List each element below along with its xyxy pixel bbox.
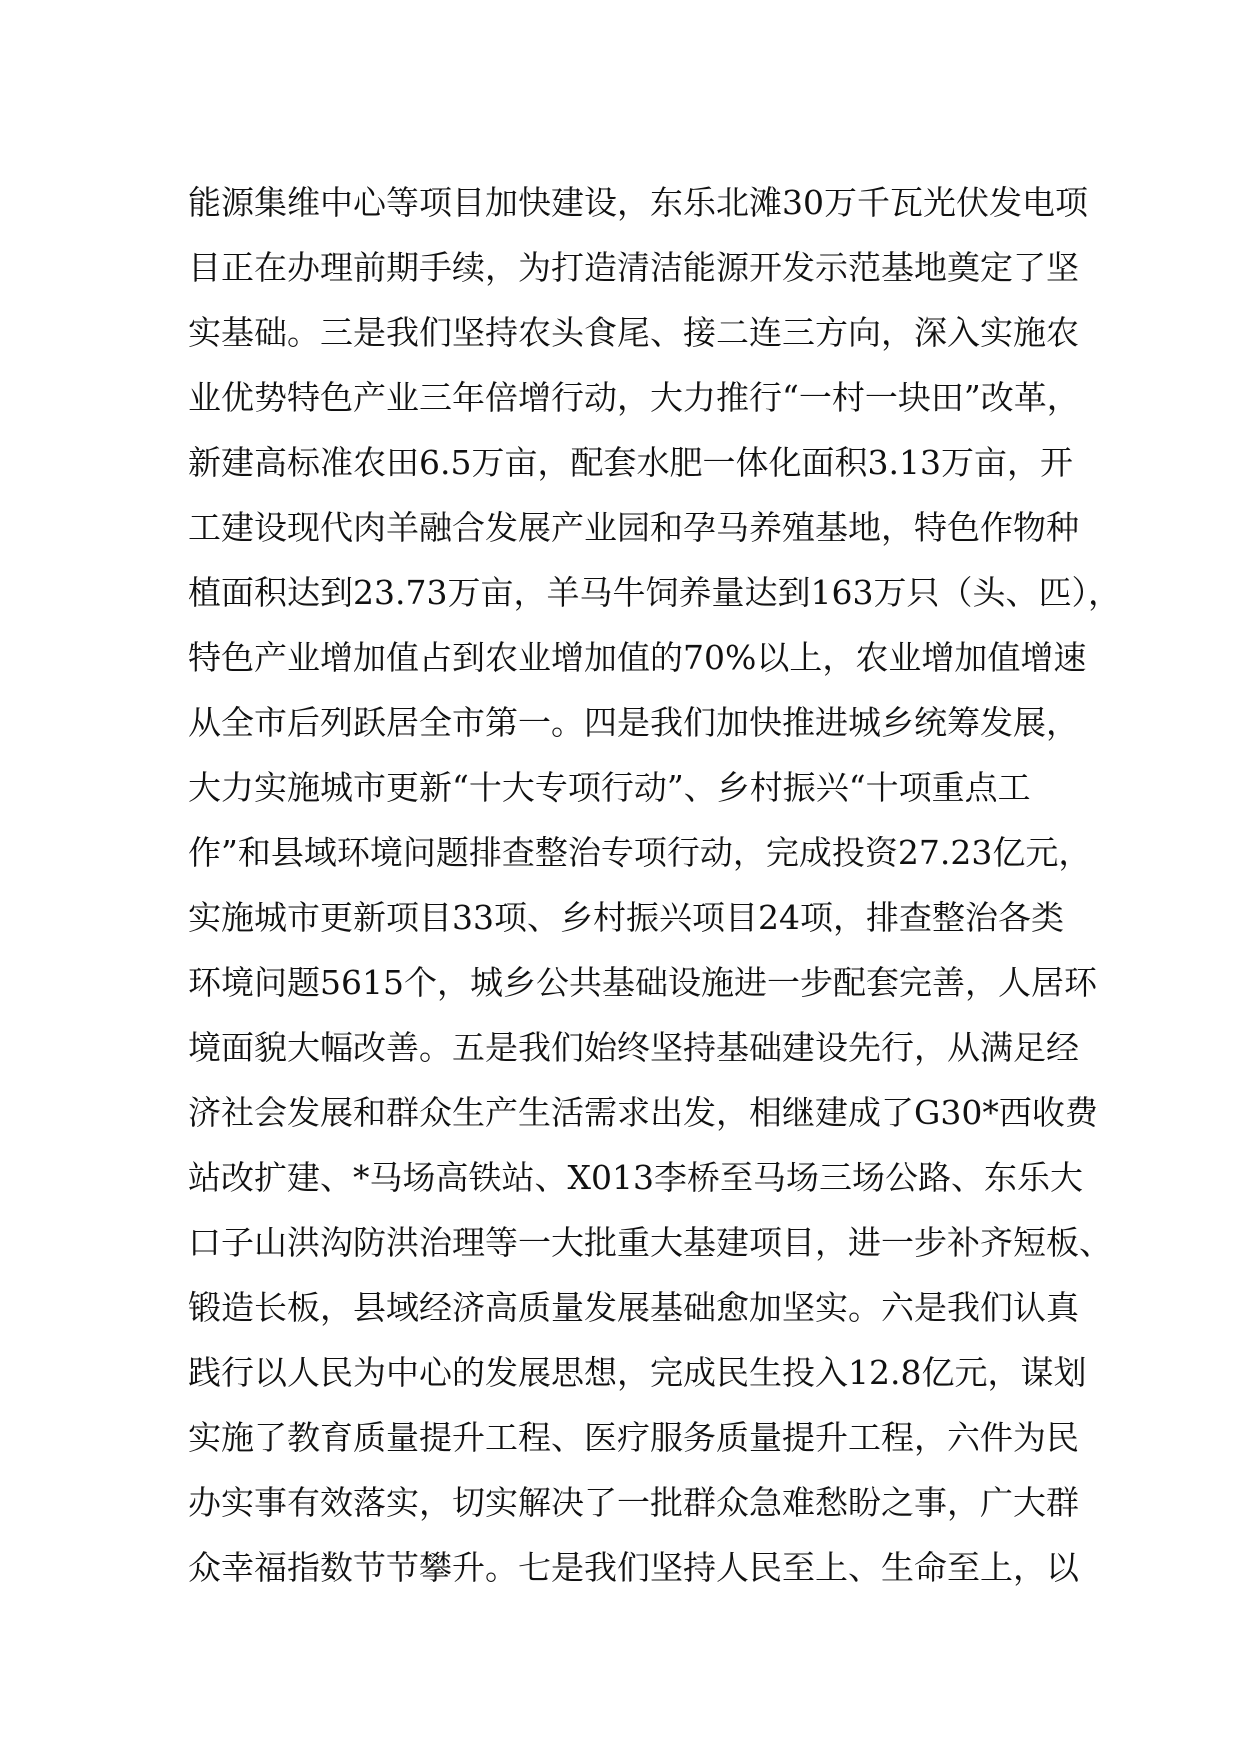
text-line: 作”和县域环境问题排查整治专项行动，完成投资27.23亿元， [188,833,1092,872]
text-line: 植面积达到23.73万亩，羊马牛饲养量达到163万只（头、匹）， [188,573,1121,612]
text-line: 能源集维中心等项目加快建设，东乐北滩30万千瓦光伏发电项 [188,183,1088,222]
text-line: 济社会发展和群众生产生活需求出发，相继建成了G30*西收费 [188,1093,1098,1132]
text-line: 业优势特色产业三年倍增行动，大力推行“一村一块田”改革， [188,378,1080,417]
text-line: 口子山洪沟防洪治理等一大批重大基建项目，进一步补齐短板、 [188,1223,1112,1262]
text-line: 从全市后列跃居全市第一。四是我们加快推进城乡统筹发展， [188,703,1079,742]
body-paragraph [188,170,1121,1600]
text-line: 实基础。三是我们坚持农头食尾、接二连三方向，深入实施农 [188,313,1079,352]
text-line: 目正在办理前期手续，为打造清洁能源开发示范基地奠定了坚 [188,248,1079,287]
text-line: 众幸福指数节节攀升。七是我们坚持人民至上、生命至上，以 [188,1548,1079,1587]
text-line: 锻造长板，县域经济高质量发展基础愈加坚实。六是我们认真 [188,1288,1079,1327]
text-line: 实施了教育质量提升工程、医疗服务质量提升工程，六件为民 [188,1418,1079,1457]
text-line: 办实事有效落实，切实解决了一批群众急难愁盼之事，广大群 [188,1483,1079,1522]
text-line: 工建设现代肉羊融合发展产业园和孕马养殖基地，特色作物种 [188,508,1079,547]
text-line: 站改扩建、*马场高铁站、X013李桥至马场三场公路、东乐大 [188,1158,1083,1197]
text-line: 践行以人民为中心的发展思想，完成民生投入12.8亿元，谋划 [188,1353,1087,1392]
text-line: 环境问题5615个，城乡公共基础设施进一步配套完善，人居环 [188,963,1097,1002]
text-line: 新建高标准农田6.5万亩，配套水肥一体化面积3.13万亩，开 [188,443,1073,482]
text-line: 境面貌大幅改善。五是我们始终坚持基础建设先行，从满足经 [188,1028,1079,1067]
text-line: 大力实施城市更新“十大专项行动”、乡村振兴“十项重点工 [188,768,1031,807]
text-line: 特色产业增加值占到农业增加值的70%以上，农业增加值增速 [188,638,1087,677]
text-line: 实施城市更新项目33项、乡村振兴项目24项，排查整治各类 [188,898,1064,937]
